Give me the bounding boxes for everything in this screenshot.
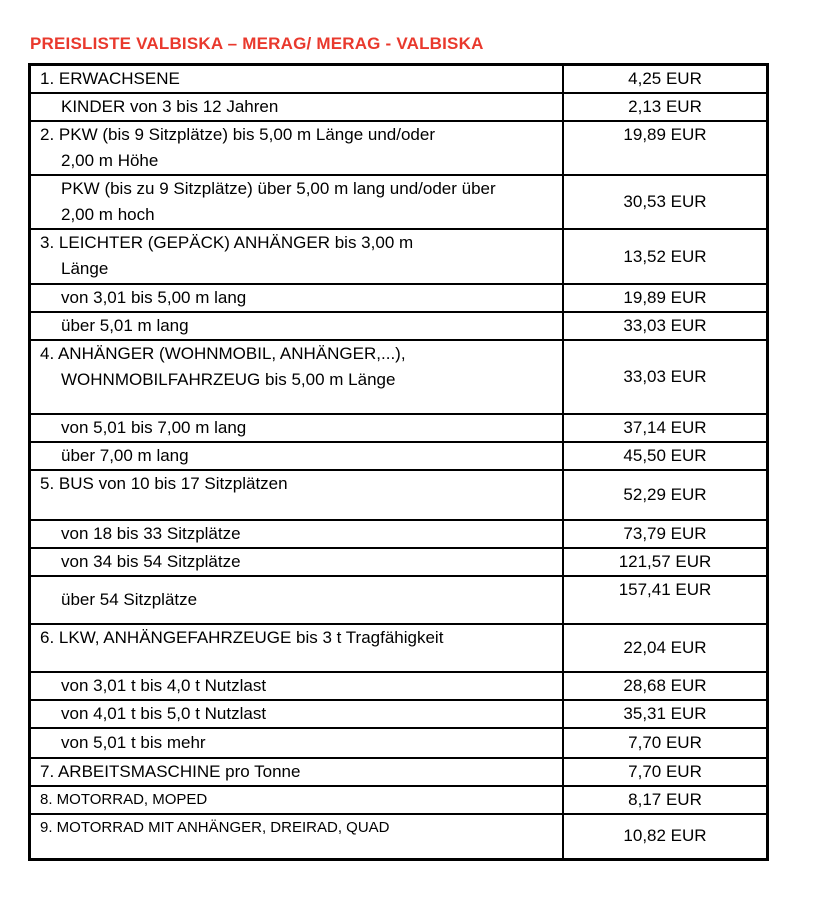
table-row	[30, 786, 768, 814]
item-text: über 54 Sitzplätze	[61, 590, 198, 609]
item-cell	[30, 442, 564, 470]
item-text: 9. MOTORRAD MIT ANHÄNGER, DREIRAD, QUAD	[40, 819, 390, 836]
item-cell	[30, 728, 564, 758]
item-cell	[30, 576, 564, 624]
table-row	[30, 470, 768, 520]
table-row	[30, 414, 768, 442]
item-text: Länge	[61, 259, 109, 278]
item-cell	[30, 548, 564, 576]
price-cell: 13,52 EUR	[563, 229, 768, 284]
item-cell	[30, 65, 564, 94]
item-text: 4. ANHÄNGER (WOHNMOBIL, ANHÄNGER,...),	[40, 344, 406, 363]
table-row	[30, 284, 768, 312]
price-cell: 8,17 EUR	[563, 786, 768, 814]
item-cell	[30, 312, 564, 340]
item-cell	[30, 229, 564, 284]
item-cell	[30, 284, 564, 312]
price-cell: 19,89 EUR	[563, 284, 768, 312]
table-row	[30, 93, 768, 121]
item-cell	[30, 672, 564, 700]
price-cell: 28,68 EUR	[563, 672, 768, 700]
item-cell	[30, 340, 564, 414]
item-cell	[30, 786, 564, 814]
item-text: von 3,01 bis 5,00 m lang	[61, 288, 247, 307]
table-row	[30, 728, 768, 758]
item-text: über 7,00 m lang	[61, 446, 189, 465]
item-text: KINDER von 3 bis 12 Jahren	[61, 97, 279, 116]
item-cell	[30, 121, 564, 175]
table-row	[30, 814, 768, 859]
item-cell	[30, 700, 564, 728]
price-cell: 73,79 EUR	[563, 520, 768, 548]
item-text: von 5,01 t bis mehr	[61, 733, 206, 752]
table-row	[30, 520, 768, 548]
item-text: von 3,01 t bis 4,0 t Nutzlast	[61, 676, 267, 695]
item-text: von 18 bis 33 Sitzplätze	[61, 524, 241, 543]
page-title: PREISLISTE VALBISKA – MERAG/ MERAG - VALBISKA	[30, 34, 484, 53]
item-text: 1. ERWACHSENE	[40, 69, 180, 88]
table-row	[30, 700, 768, 728]
item-text: WOHNMOBILFAHRZEUG bis 5,00 m Länge	[61, 370, 396, 389]
item-text: 2,00 m Höhe	[61, 151, 159, 170]
item-cell	[30, 624, 564, 672]
price-table	[28, 63, 769, 861]
price-cell: 52,29 EUR	[563, 470, 768, 520]
item-text: 5. BUS von 10 bis 17 Sitzplätzen	[40, 474, 288, 493]
item-text: von 34 bis 54 Sitzplätze	[61, 552, 241, 571]
table-row	[30, 65, 768, 94]
price-cell: 33,03 EUR	[563, 340, 768, 414]
item-text: von 4,01 t bis 5,0 t Nutzlast	[61, 704, 267, 723]
table-row	[30, 340, 768, 414]
item-cell	[30, 814, 564, 859]
table-row	[30, 312, 768, 340]
table-row	[30, 175, 768, 229]
item-text: von 5,01 bis 7,00 m lang	[61, 418, 247, 437]
table-row	[30, 672, 768, 700]
item-text: PKW (bis zu 9 Sitzplätze) über 5,00 m lang und/oder über	[61, 179, 496, 198]
item-text: 6. LKW, ANHÄNGEFAHRZEUGE bis 3 t Tragfähigkeit	[40, 628, 444, 647]
item-cell	[30, 414, 564, 442]
price-cell: 45,50 EUR	[563, 442, 768, 470]
price-cell: 7,70 EUR	[563, 758, 768, 786]
item-cell	[30, 758, 564, 786]
item-text: 3. LEICHTER (GEPÄCK) ANHÄNGER bis 3,00 m	[40, 233, 414, 252]
price-table-body	[30, 65, 768, 860]
price-cell: 7,70 EUR	[563, 728, 768, 758]
table-row	[30, 229, 768, 284]
item-cell	[30, 520, 564, 548]
price-cell: 33,03 EUR	[563, 312, 768, 340]
item-text: 8. MOTORRAD, MOPED	[40, 791, 208, 808]
price-cell: 10,82 EUR	[563, 814, 768, 859]
price-cell: 157,41 EUR	[563, 576, 768, 624]
price-cell: 37,14 EUR	[563, 414, 768, 442]
item-text: 2. PKW (bis 9 Sitzplätze) bis 5,00 m Länge und/oder	[40, 125, 435, 144]
table-row	[30, 442, 768, 470]
item-cell	[30, 175, 564, 229]
price-cell: 2,13 EUR	[563, 93, 768, 121]
item-text: 2,00 m hoch	[61, 205, 155, 224]
price-cell: 19,89 EUR	[563, 121, 768, 175]
table-row	[30, 121, 768, 175]
table-row	[30, 758, 768, 786]
item-text: 7. ARBEITSMASCHINE pro Tonne	[40, 762, 301, 781]
item-text: über 5,01 m lang	[61, 316, 189, 335]
table-row	[30, 576, 768, 624]
price-cell: 121,57 EUR	[563, 548, 768, 576]
price-cell: 4,25 EUR	[563, 65, 768, 94]
table-row	[30, 548, 768, 576]
price-cell: 35,31 EUR	[563, 700, 768, 728]
price-cell: 30,53 EUR	[563, 175, 768, 229]
item-cell	[30, 93, 564, 121]
item-cell	[30, 470, 564, 520]
price-cell: 22,04 EUR	[563, 624, 768, 672]
table-row	[30, 624, 768, 672]
